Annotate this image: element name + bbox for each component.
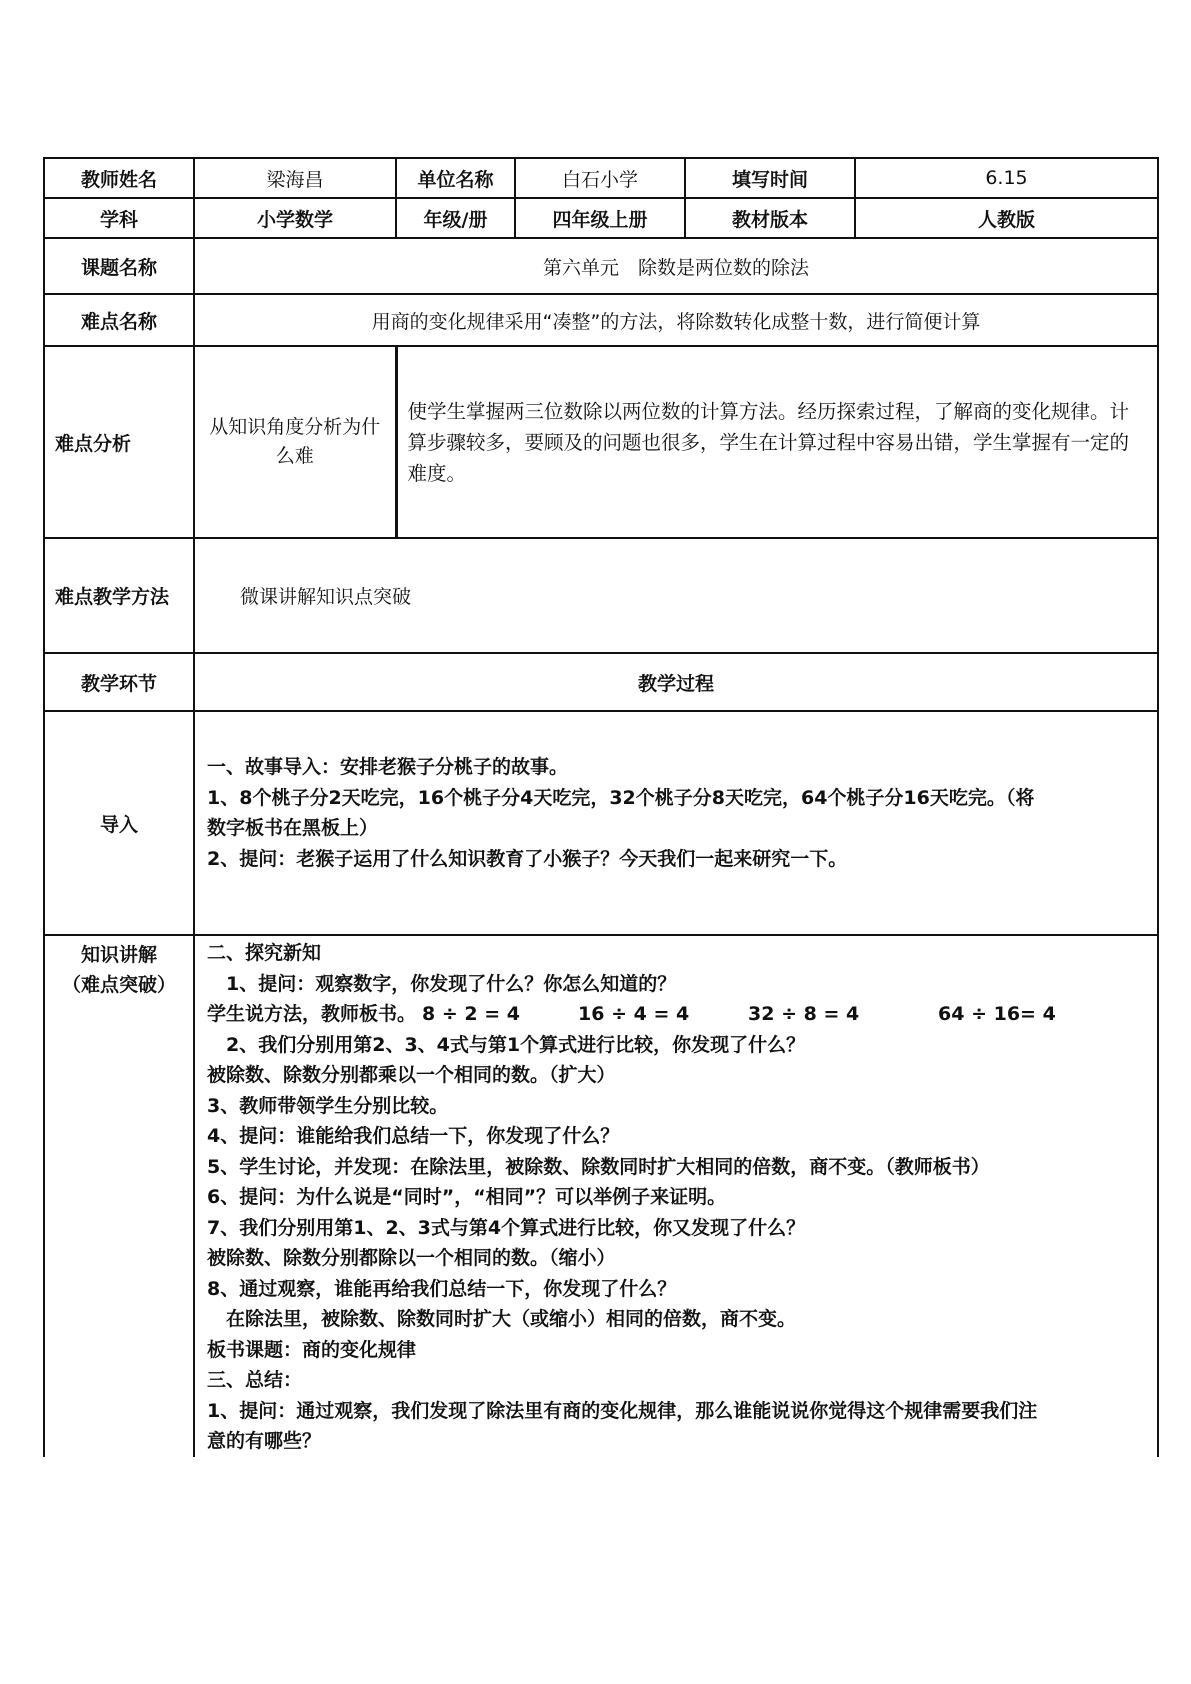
intro-content-cell bbox=[194, 711, 1158, 935]
unit-name-value: 白石小学 bbox=[515, 158, 685, 198]
subject-value: 小学数学 bbox=[194, 198, 396, 238]
intro-row bbox=[44, 711, 1158, 935]
analysis-label: 难点分析 bbox=[44, 346, 194, 538]
lesson-plan-table bbox=[43, 157, 1159, 1457]
analysis-text-cell bbox=[396, 346, 1158, 538]
equation-2: 16 ÷ 4 = 4 bbox=[578, 1003, 690, 1025]
knowledge-line: 被除数、除数分别都除以一个相同的数。（缩小） bbox=[207, 1247, 616, 1269]
fill-time-label: 填写时间 bbox=[685, 158, 855, 198]
intro-line-3: 数字板书在黑板上） bbox=[207, 817, 379, 839]
knowledge-label-line-2: （难点突破） bbox=[61, 974, 176, 996]
knowledge-line: 5、学生讨论，并发现：在除法里，被除数、除数同时扩大相同的倍数，商不变。（教师板书） bbox=[207, 1155, 990, 1178]
equation-4: 64 ÷ 16= 4 bbox=[938, 1003, 1056, 1025]
intro-line-4: 2、提问：老猴子运用了什么知识教育了小猴子？今天我们一起来研究一下。 bbox=[207, 847, 848, 870]
knowledge-line: 在除法里，被除数、除数同时扩大（或缩小）相同的倍数，商不变。 bbox=[207, 1308, 797, 1330]
teacher-name-label: 教师姓名 bbox=[44, 158, 194, 198]
process-title: 教学过程 bbox=[194, 653, 1158, 711]
knowledge-line: 7、我们分别用第1、2、3式与第4个算式进行比较，你又发现了什么？ bbox=[207, 1216, 806, 1239]
difficulty-row bbox=[44, 294, 1158, 346]
knowledge-row bbox=[44, 935, 1158, 1457]
grade-label: 年级/册 bbox=[396, 198, 515, 238]
header-row-2 bbox=[44, 198, 1158, 238]
knowledge-line: 2、我们分别用第2、3、4式与第1个算式进行比较，你发现了什么？ bbox=[207, 1033, 806, 1056]
method-value: 微课讲解知识点突破 bbox=[194, 538, 1158, 653]
board-equations bbox=[207, 999, 1147, 1030]
board-intro: 学生说方法，教师板书。 bbox=[207, 1003, 417, 1025]
knowledge-line: 4、提问：谁能给我们总结一下，你发现了什么？ bbox=[207, 1125, 620, 1147]
topic-label: 课题名称 bbox=[44, 238, 194, 294]
knowledge-line: 6、提问：为什么说是“同时”，“相同”？可以举例子来证明。 bbox=[207, 1186, 727, 1208]
analysis-sub-cell bbox=[194, 346, 396, 538]
header-row-1 bbox=[44, 158, 1158, 198]
knowledge-line: 3、教师带领学生分别比较。 bbox=[207, 1094, 449, 1117]
intro-content bbox=[195, 752, 1157, 874]
intro-line-2: 1、8个桃子分2天吃完，16个桃子分4天吃完，32个桃子分8天吃完，64个桃子分16天吃完。（将 bbox=[207, 786, 1035, 809]
fill-time-value: 6.15 bbox=[855, 158, 1158, 198]
subject-label: 学科 bbox=[44, 198, 194, 238]
textbook-version-value: 人教版 bbox=[855, 198, 1158, 238]
knowledge-line: 板书课题：商的变化规律 bbox=[207, 1338, 417, 1361]
knowledge-line: 意的有哪些？ bbox=[207, 1430, 322, 1452]
unit-name-label: 单位名称 bbox=[396, 158, 515, 198]
intro-line-1: 一、故事导入：安排老猴子分桃子的故事。 bbox=[207, 756, 569, 778]
knowledge-line: 被除数、除数分别都乘以一个相同的数。（扩大） bbox=[207, 1064, 616, 1086]
equation-1: 8 ÷ 2 = 4 bbox=[422, 1003, 520, 1025]
method-row bbox=[44, 538, 1158, 653]
knowledge-label-cell bbox=[44, 935, 194, 1457]
teacher-name-value: 梁海昌 bbox=[194, 158, 396, 198]
grade-value: 四年级上册 bbox=[515, 198, 685, 238]
topic-row bbox=[44, 238, 1158, 294]
intro-label: 导入 bbox=[44, 711, 194, 935]
knowledge-line-b: 1、提问：观察数字，你发现了什么？你怎么知道的？ bbox=[207, 972, 677, 995]
difficulty-label: 难点名称 bbox=[44, 294, 194, 346]
analysis-sub-label: 从知识角度分析为什么难 bbox=[209, 416, 381, 467]
knowledge-line-a: 二、探究新知 bbox=[207, 942, 322, 964]
textbook-version-label: 教材版本 bbox=[685, 198, 855, 238]
analysis-text: 使学生掌握两三位数除以两位数的计算方法。经历探索过程，了解商的变化规律。计算步骤较多，要顾及的问题也很多，学生在计算过程中容易出错，学生掌握有一定的难度。 bbox=[407, 399, 1130, 485]
topic-value: 第六单元 除数是两位数的除法 bbox=[194, 238, 1158, 294]
knowledge-label-line-1: 知识讲解 bbox=[80, 944, 157, 966]
difficulty-value: 用商的变化规律采用“凑整”的方法，将除数转化成整十数，进行简便计算 bbox=[194, 294, 1158, 346]
process-header-row bbox=[44, 653, 1158, 711]
method-label: 难点教学方法 bbox=[44, 538, 194, 653]
knowledge-content-cell bbox=[194, 935, 1158, 1457]
knowledge-line: 1、提问：通过观察，我们发现了除法里有商的变化规律，那么谁能说说你觉得这个规律需要我们注 bbox=[207, 1399, 1038, 1422]
knowledge-line: 三、总结： bbox=[207, 1369, 303, 1391]
knowledge-content bbox=[195, 936, 1157, 1457]
analysis-row bbox=[44, 346, 1158, 538]
knowledge-line: 8、通过观察，谁能再给我们总结一下，你发现了什么？ bbox=[207, 1277, 677, 1300]
process-step-label: 教学环节 bbox=[44, 653, 194, 711]
equation-3: 32 ÷ 8 = 4 bbox=[748, 1003, 860, 1025]
